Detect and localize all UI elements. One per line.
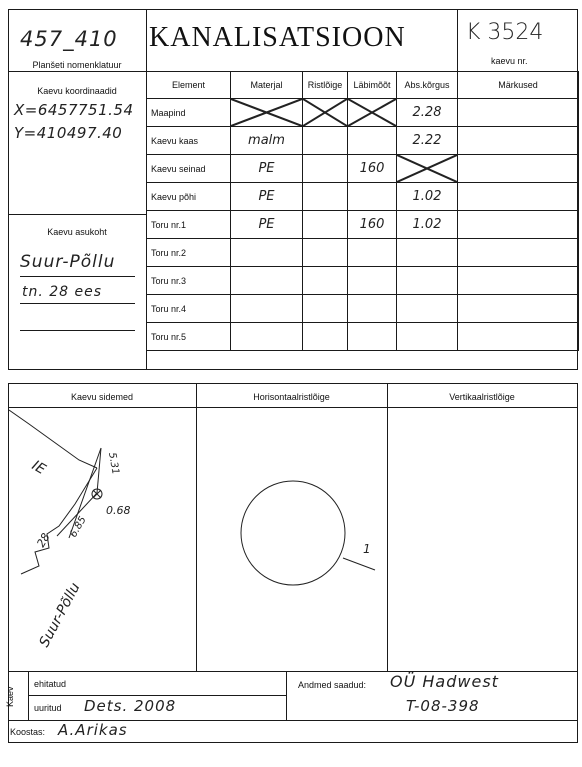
footer-side-divider — [28, 672, 29, 720]
cell-materjal — [231, 127, 303, 155]
cell-abs — [397, 239, 458, 267]
plansheet-value: 457_410 — [20, 27, 118, 51]
col-header-cross-section: Ristlõige — [303, 72, 348, 99]
cell-materjal — [231, 183, 303, 211]
cell-value: 1.02 — [412, 189, 442, 204]
well-number-label: kaevu nr. — [491, 56, 528, 66]
cell-value: 160 — [359, 217, 385, 232]
surveyed-value: Dets. 2008 — [84, 697, 177, 715]
cell-materjal — [231, 155, 303, 183]
cell-ristloige — [303, 127, 348, 155]
table-row — [147, 155, 579, 183]
col-header-element: Element — [147, 72, 231, 99]
cell-abs — [397, 267, 458, 295]
table-row — [147, 127, 579, 155]
footer-side-label: Kaev — [5, 686, 15, 707]
cell-remarks — [458, 99, 579, 127]
cell-ristloige — [303, 155, 348, 183]
data-from-value-2: T-08-398 — [406, 697, 480, 715]
compiled-label: Koostas: — [10, 727, 46, 737]
frame-top-line — [8, 9, 577, 10]
left-header-divider — [8, 71, 146, 72]
cell-labimoot — [348, 267, 397, 295]
row-element-label: Toru nr.1 — [147, 211, 231, 239]
cell-labimoot — [348, 155, 397, 183]
cell-remarks — [458, 323, 579, 351]
cell-value: PE — [258, 217, 275, 232]
table-row — [147, 295, 579, 323]
sketch-dim-1: 5.31 — [106, 451, 121, 476]
page-title: KANALISATSIOON — [149, 22, 406, 53]
row-element-label: Kaevu kaas — [147, 127, 231, 155]
building-wall-line — [9, 410, 97, 468]
plansheet-label: Planšeti nomenklatuur — [32, 60, 122, 70]
cell-value: 2.28 — [412, 105, 442, 120]
pipe-line — [343, 558, 375, 570]
sketch-street-name: Suur-Põllu — [36, 580, 84, 650]
elements-table — [146, 71, 579, 351]
cell-remarks — [458, 127, 579, 155]
cell-value: malm — [248, 133, 285, 148]
footer-row-divider — [28, 695, 286, 696]
well-number-value: K 3524 — [466, 20, 544, 45]
surveyed-label: uuritud — [34, 703, 62, 713]
cell-crossed-out — [397, 155, 458, 183]
table-header-row — [147, 72, 579, 99]
row-element-label: Toru nr.5 — [147, 323, 231, 351]
table-row — [147, 267, 579, 295]
pipe-number: 1 — [363, 542, 371, 556]
frame-bottom-line — [8, 369, 578, 370]
coord-y-value: Y=410497.40 — [14, 124, 123, 142]
table-row — [147, 323, 579, 351]
location-divider — [8, 214, 146, 215]
cell-crossed-out — [231, 99, 303, 127]
cell-labimoot — [348, 211, 397, 239]
title-right-divider — [457, 9, 458, 71]
location-underline-1 — [20, 276, 135, 277]
cell-abs — [397, 183, 458, 211]
coords-label: Kaevu koordinaadid — [37, 86, 117, 96]
compiled-line — [8, 742, 578, 743]
sketch-house-number: 28 — [34, 530, 53, 550]
cell-abs — [397, 99, 458, 127]
cell-abs — [397, 127, 458, 155]
cell-materjal — [231, 239, 303, 267]
ties-label: Kaevu sidemed — [70, 392, 134, 402]
location-line2: tn. 28 ees — [22, 284, 103, 300]
table-row — [147, 239, 579, 267]
cell-remarks — [458, 295, 579, 323]
cell-value: 1.02 — [412, 217, 442, 232]
bottom-frame-right — [577, 383, 578, 742]
sketch-dim-3: 6.85 — [68, 514, 89, 540]
cell-value: PE — [258, 189, 275, 204]
cell-ristloige — [303, 239, 348, 267]
cell-crossed-out — [303, 99, 348, 127]
cell-ristloige — [303, 211, 348, 239]
row-element-label: Toru nr.3 — [147, 267, 231, 295]
horizontal-section-label: Horisontaalristlõige — [253, 392, 330, 402]
cell-ristloige — [303, 267, 348, 295]
cell-ristloige — [303, 323, 348, 351]
cell-remarks — [458, 183, 579, 211]
compiled-value: A.Arikas — [58, 721, 128, 739]
col-header-abs-height: Abs.kõrgus — [397, 72, 458, 99]
sketch-label-ie: IE — [29, 457, 49, 478]
location-underline-3 — [20, 330, 135, 331]
ties-sketch — [9, 408, 196, 671]
cell-value: PE — [258, 161, 275, 176]
row-element-label: Toru nr.4 — [147, 295, 231, 323]
sections-divider-2 — [387, 383, 388, 672]
cell-crossed-out — [348, 99, 397, 127]
cell-labimoot — [348, 295, 397, 323]
cell-materjal — [231, 267, 303, 295]
row-element-label: Maapind — [147, 99, 231, 127]
footer-mid-divider — [286, 672, 287, 720]
cell-abs — [397, 295, 458, 323]
bottom-frame-top — [8, 383, 578, 384]
cell-labimoot — [348, 323, 397, 351]
cell-remarks — [458, 211, 579, 239]
cell-remarks — [458, 267, 579, 295]
built-label: ehitatud — [34, 679, 67, 689]
cell-labimoot — [348, 127, 397, 155]
table-row — [147, 211, 579, 239]
cell-labimoot — [348, 183, 397, 211]
cell-labimoot — [348, 239, 397, 267]
row-element-label: Kaevu põhi — [147, 183, 231, 211]
table-row — [147, 99, 579, 127]
data-from-value-1: OÜ Hadwest — [390, 672, 499, 691]
col-header-diameter: Läbimõõt — [348, 72, 397, 99]
vertical-section-label: Vertikaalristlõige — [449, 392, 515, 402]
cell-remarks — [458, 239, 579, 267]
data-from-label: Andmed saadud: — [298, 680, 367, 690]
coord-x-value: X=6457751.54 — [14, 101, 134, 119]
location-line1: Suur-Põllu — [20, 252, 116, 272]
cell-ristloige — [303, 295, 348, 323]
cell-value: 160 — [359, 161, 385, 176]
sketch-dim-2: 0.68 — [106, 504, 131, 517]
well-circle — [241, 481, 345, 585]
cell-materjal — [231, 323, 303, 351]
row-element-label: Kaevu seinad — [147, 155, 231, 183]
cell-materjal — [231, 295, 303, 323]
cell-abs — [397, 323, 458, 351]
col-header-remarks: Märkused — [458, 72, 579, 99]
location-label: Kaevu asukoht — [47, 227, 107, 237]
row-element-label: Toru nr.2 — [147, 239, 231, 267]
cell-abs — [397, 211, 458, 239]
table-row — [147, 183, 579, 211]
col-header-material: Materjal — [231, 72, 303, 99]
cell-remarks — [458, 155, 579, 183]
cell-value: 2.22 — [412, 133, 442, 148]
horizontal-section-drawing — [197, 408, 387, 671]
cell-materjal — [231, 211, 303, 239]
cell-ristloige — [303, 183, 348, 211]
location-underline-2 — [20, 303, 135, 304]
